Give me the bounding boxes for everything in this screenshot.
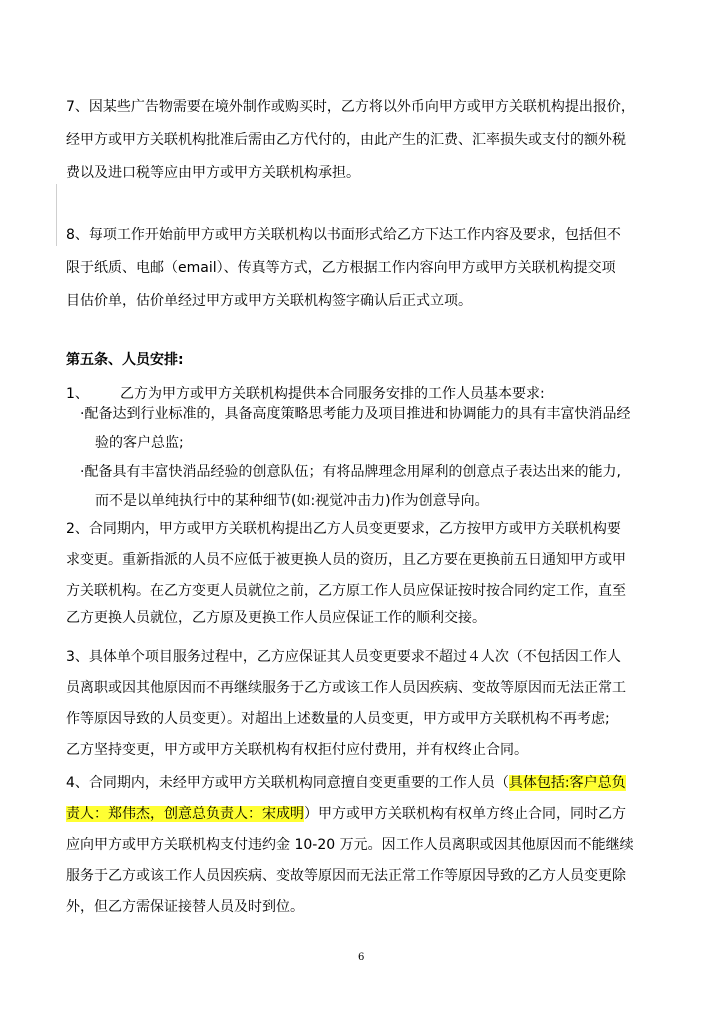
- text-line: 服务于乙方或该工作人员因疾病、变故等原因而无法正常工作等原因导致的乙方人员变更除: [66, 868, 626, 884]
- text-line: 8、每项工作开始前甲方或甲方关联机构以书面形式给乙方下达工作内容及要求，包括但不: [66, 227, 621, 243]
- item-number: 1、: [66, 386, 89, 402]
- text-line: 费以及进口税等应由甲方或甲方关联机构承担。: [66, 165, 360, 181]
- text-line: 应向甲方或甲方关联机构支付违约金 10-20 万元。因工作人员离职或因其他原因而不能继续: [66, 837, 634, 853]
- text-line: [66, 768, 666, 799]
- bullet-line: ·配备具有丰富快消品经验的创意队伍；有将品牌理念用犀利的创意点子表达出来的能力,: [80, 464, 621, 480]
- text-line: 经甲方或甲方关联机构批准后需由乙方代付的，由此产生的汇费、汇率损失或支付的额外税: [66, 132, 626, 148]
- bullet-continuation: 验的客户总监;: [95, 435, 184, 451]
- text-line: 7、因某些广告物需要在境外制作或购买时，乙方将以外币向甲方或甲方关联机构提出报价，: [66, 99, 635, 115]
- highlighted-text: 具体包括:客户总负: [508, 775, 626, 791]
- text-line: 目估价单，估价单经过甲方或甲方关联机构签字确认后正式立项。: [66, 293, 472, 309]
- text-line: [66, 799, 666, 830]
- text-line: 3、具体单个项目服务过程中，乙方应保证其人员变更要求不超过４人次（不包括因工作人: [66, 649, 621, 665]
- text-line: 乙方坚持变更，甲方或甲方关联机构有权拒付应付费用，并有权终止合同。: [66, 742, 528, 758]
- item-text: 乙方为甲方或甲方关联机构提供本合同服务安排的工作人员基本要求:: [120, 386, 545, 402]
- margin-marker: [56, 184, 57, 246]
- text-line: 作等原因导致的人员变更）。对超出上述数量的人员变更，甲方或甲方关联机构不再考虑;: [66, 711, 610, 727]
- bullet-line: ·配备达到行业标准的，具备高度策略思考能力及项目推进和协调能力的具有丰富快消品经: [80, 406, 631, 422]
- text-line: 外，但乙方需保证接替人员及时到位。: [66, 899, 304, 915]
- page-number: 6: [358, 952, 365, 963]
- text-span: 4、合同期内，未经甲方或甲方关联机构同意擅自变更重要的工作人员（: [66, 775, 509, 791]
- highlighted-text: 责人：郑伟杰，创意总负责人：宋成明: [66, 806, 304, 822]
- text-line: 方关联机构。在乙方变更人员就位之前，乙方原工作人员应保证按时按合同约定工作，直至: [66, 583, 626, 599]
- text-line: 2、合同期内，甲方或甲方关联机构提出乙方人员变更要求，乙方按甲方或甲方关联机构要: [66, 521, 621, 537]
- bullet-continuation: 而不是以单纯执行中的某种细节(如:视觉冲击力)作为创意导向。: [95, 493, 489, 509]
- section-heading: 第五条、人员安排:: [66, 352, 184, 368]
- text-line: 员离职或因其他原因而不再继续服务于乙方或该工作人员因疾病、变故等原因而无法正常工: [66, 680, 626, 696]
- text-line: 限于纸质、电邮（email）、传真等方式，乙方根据工作内容向甲方或甲方关联机构提交项: [66, 260, 616, 276]
- text-line: 求变更。重新指派的人员不应低于被更换人员的资历，且乙方要在更换前五日通知甲方或甲: [66, 552, 626, 568]
- text-span: ）甲方或甲方关联机构有权单方终止合同，同时乙方: [304, 806, 626, 822]
- text-line: 乙方更换人员就位，乙方原及更换工作人员应保证工作的顺利交接。: [66, 610, 486, 626]
